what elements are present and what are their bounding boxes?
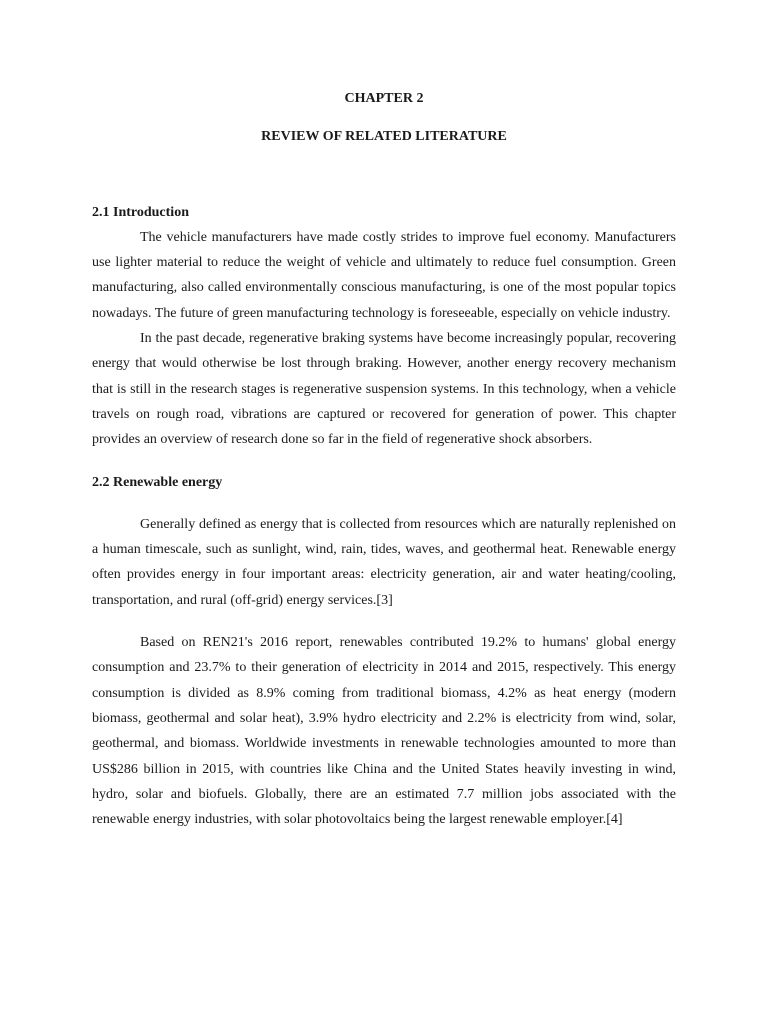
spacer (92, 613, 676, 630)
section-heading-introduction: 2.1 Introduction (92, 204, 189, 220)
paragraph: The vehicle manufacturers have made costly strides to improve fuel economy. Manufacturers use lighter material to reduce the weight of vehicle and ultimately to reduce fuel consumption. Green manufacturing, also called environmentally conscious manufacturing, is one of the most popular topics nowadays. The future of green manufacturing technology is foreseeable, especially on vehicle industry. (92, 229, 676, 321)
paragraph: Based on REN21's 2016 report, renewables contributed 19.2% to humans' global energy consumption and 23.7% to their generation of electricity in 2014 and 2015, respectively. This energy consumption is divided as 8.9% coming from traditional biomass, 4.2% as heat energy (modern biomass, geothermal and solar heat), 3.9% hydro electricity and 2.2% is electricity from wind, solar, geothermal, and biomass. Worldwide investments in renewable technologies amounted to more than US$286 billion in 2015, with countries like China and the United States heavily investing in wind, hydro, solar and biofuels. Globally, there are an estimated 7.7 million jobs associated with the renewable energy industries, with solar photovoltaics being the largest renewable employer.[4] (92, 635, 676, 828)
paragraph: Generally defined as energy that is collected from resources which are naturally replenished on a human timescale, such as sunlight, wind, rain, tides, waves, and geothermal heat. Renewable energy often provides energy in four important areas: electricity generation, air and water heating/cooling, transportation, and rural (off-grid) energy services.[3] (92, 516, 676, 608)
paragraph: In the past decade, regenerative braking systems have become increasingly popular, recovering energy that would otherwise be lost through braking. However, another energy recovery mechanism that is still in the research stages is regenerative suspension systems. In this technology, when a vehicle travels on rough road, vibrations are captured or recovered for generation of power. This chapter provides an overview of research done so far in the field of regenerative shock absorbers. (92, 331, 676, 448)
chapter-title: REVIEW OF RELATED LITERATURE (261, 129, 507, 145)
section-heading-renewable-energy: 2.2 Renewable energy (92, 474, 223, 490)
spacer (92, 495, 676, 512)
page-content (92, 86, 676, 832)
spacer (92, 453, 676, 470)
chapter-label: CHAPTER 2 (344, 91, 424, 106)
